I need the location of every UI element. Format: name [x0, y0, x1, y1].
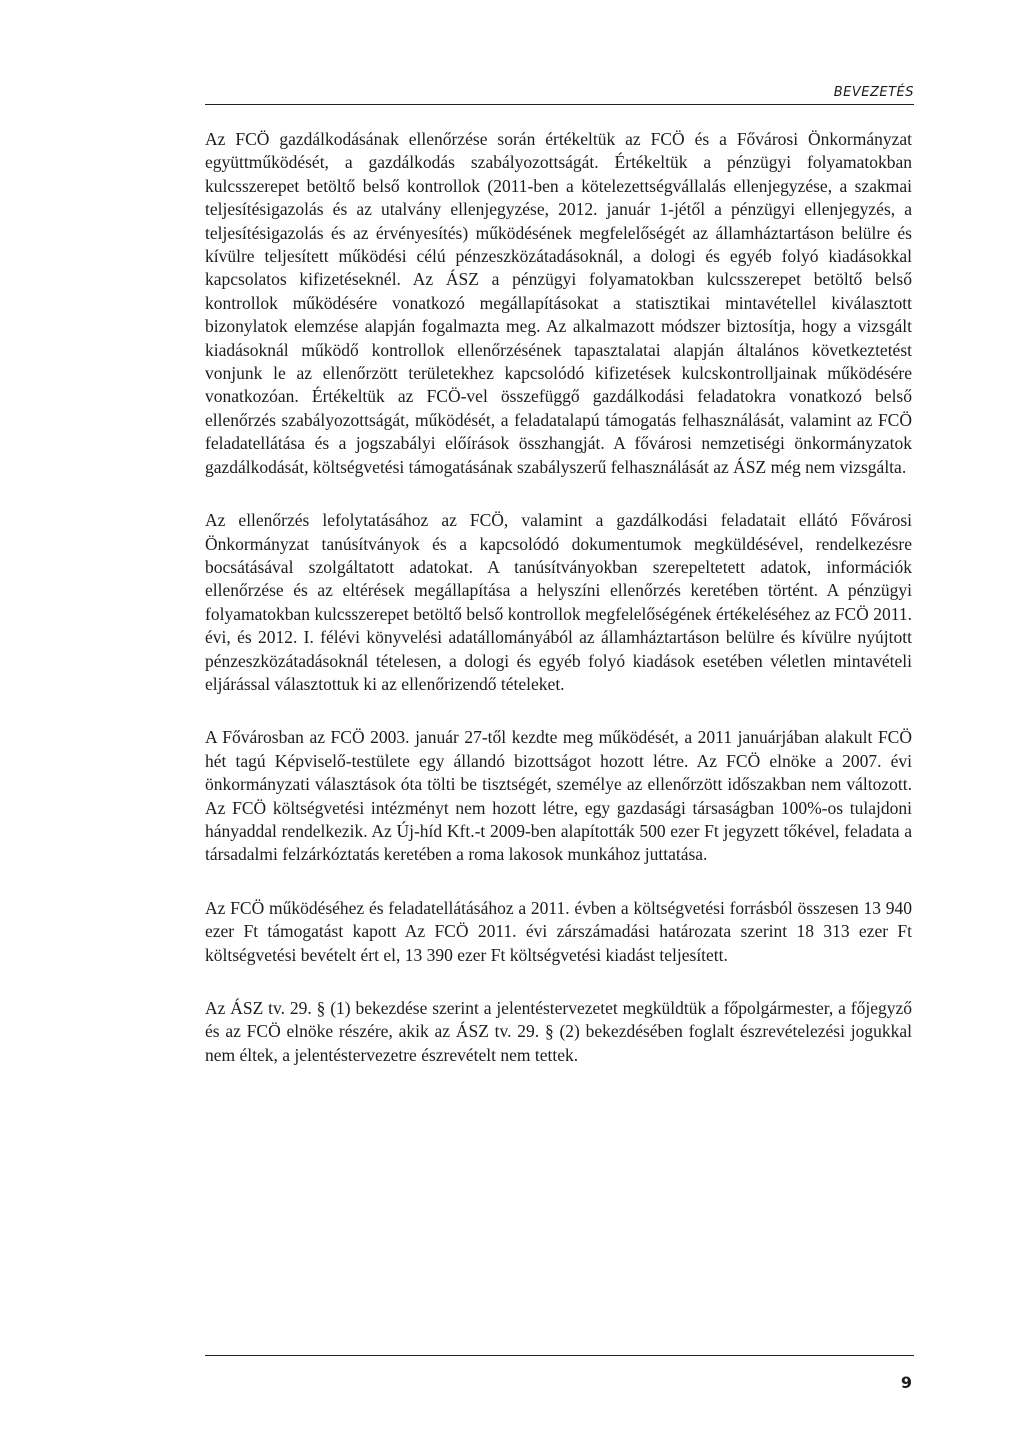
page-number: 9 [900, 1373, 912, 1392]
page-header [205, 78, 914, 105]
body-text [205, 128, 912, 1097]
footer-divider [205, 1355, 914, 1356]
paragraph-fco-budget: Az FCÖ működéséhez és feladatellátásához a 2011. évben a költségvetési forrásból összesen 13 940 ezer Ft támogatást kapott Az FCÖ 2011. évi zárszámadási határozata szerint 18 313 ezer Ft költségvetési bevételt ért el, 13 390 ezer Ft költségvetési kiadást teljesített. [205, 897, 912, 965]
paragraph-audit-scope: Az FCÖ gazdálkodásának ellenőrzése során értékeltük az FCÖ és a Fővárosi Önkormányzat együttműködését, a gazdálkodás szabályozottságát. Értékeltük a pénzügyi folyamatokban kulcsszerepet betöltő belső kontrollok (2011-ben a kötelezettségvállalás ellenjegyzése, a szakmai teljesítésigazolás és az utalvány ellenjegyzése, 2012. január 1-jétől a pénzügyi ellenjegyzés, a teljesítésigazolás és az érvényesítés) működésének megfelelőségét az államháztartáson belülre és kívülre teljesített működési célú pénzeszközátadásoknál, a dologi és egyéb folyó kiadásokkal kapcsolatos kifizetéseknél. Az ÁSZ a pénzügyi folyamatokban kulcsszerepet betöltő belső kontrollok működésére vonatkozó megállapításokat a statisztikai mintavétellel kiválasztott bizonylatok elemzése alapján fogalmazta meg. Az alkalmazott módszer biztosítja, hogy a vizsgált kiadásoknál működő kontrollok ellenőrzésének tapasztalatai alapján általános következtetést vonjunk le az ellenőrzött területekhez kapcsolódó kifizetések kulcskontrolljainak működésére vonatkozóan. Értékeltük az FCÖ-vel összefüggő gazdálkodási feladatokra vonatkozó belső ellenőrzés szabályozottságát, működését, a feladatalapú támogatás felhasználását, valamint az FCÖ feladatellátása és a jogszabályi előírások összhangját. A fővárosi nemzetiségi önkormányzatok gazdálkodását, költségvetési támogatásának szabályszerű felhasználását az ÁSZ még nem vizsgálta. [205, 129, 912, 477]
paragraph-draft-report: Az ÁSZ tv. 29. § (1) bekezdése szerint a jelentéstervezetet megküldtük a főpolgármester, a főjegyző és az FCÖ elnöke részére, akik az ÁSZ tv. 29. § (2) bekezdésében foglalt észrevételezési jogukkal nem éltek, a jelentéstervezetre észrevételt nem tettek. [205, 998, 912, 1065]
paragraph-fco-background: A Fővárosban az FCÖ 2003. január 27-től kezdte meg működését, a 2011 januárjában alakult FCÖ hét tagú Képviselő-testülete egy állandó bizottságot hozott létre. Az FCÖ elnöke a 2007. évi önkormányzati választások óta tölti be tisztségét, személye az ellenőrzött időszakban nem változott. Az FCÖ költségvetési intézményt nem hozott létre, egy gazdasági társaságban 100%-os tulajdoni hányaddal rendelkezik. Az Új-híd Kft.-t 2009-ben alapították 500 ezer Ft jegyzett tőkével, feladata a társadalmi felzárkóztatás keretében a roma lakosok munkához juttatása. [205, 727, 912, 865]
paragraph-audit-method: Az ellenőrzés lefolytatásához az FCÖ, valamint a gazdálkodási feladatait ellátó Fővárosi Önkormányzat tanúsítványok és a kapcsolódó dokumentumok megküldésével, rendelkezésre bocsátásával szolgáltatott adatokat. A tanúsítványokban szerepeltetett adatok, információk ellenőrzése és az eltérések megállapítása a helyszíni ellenőrzés keretében történt. A pénzügyi folyamatokban kulcsszerepet betöltő belső kontrollok megfelelőségének értékeléséhez az FCÖ 2011. évi, és 2012. I. félévi könyvelési adatállományából az államháztartáson belülre és kívülre nyújtott pénzeszközátadásoknál tételesen, a dologi és egyéb folyó kiadások esetében véletlen mintavételi eljárással választottuk ki az ellenőrizendő tételeket. [205, 510, 912, 694]
section-title: BEVEZETÉS [833, 85, 914, 100]
